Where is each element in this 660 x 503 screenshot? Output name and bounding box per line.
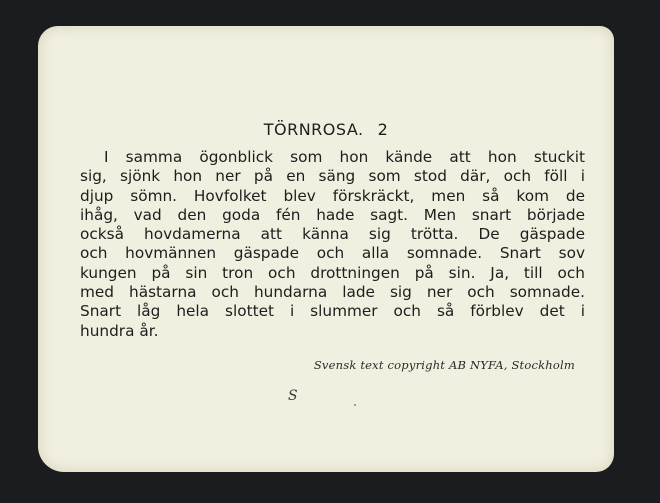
card-number: 2 <box>377 120 389 139</box>
story-line: med hästarna och hundarna lade sig ner och somnade. <box>80 283 585 302</box>
story-line: ihåg, vad den goda fén hade sagt. Men snart började <box>80 205 585 224</box>
story-line: I samma ögonblick som hon kände att hon stuckit <box>104 148 585 166</box>
story-line: sig, sjönk hon ner på en säng som stod där, och föll i <box>80 167 585 186</box>
ink-speck <box>354 404 356 406</box>
story-line: djup sömn. Hovfolket blev förskräckt, men så kom de <box>80 186 585 205</box>
card-title-text: TÖRNROSA. <box>263 120 364 139</box>
trading-card <box>38 26 614 472</box>
story-line: hundra år. <box>80 321 159 340</box>
story-line: kungen på sin tron och drottningen på sin. Ja, till och <box>80 263 585 282</box>
story-line: Snart låg hela slottet i slummer och så förblev det i <box>80 302 585 321</box>
pencil-mark: S <box>288 388 298 404</box>
story-line: också hovdamerna att känna sig trötta. De gäspade <box>80 225 585 244</box>
story-paragraph <box>80 148 585 341</box>
card-title <box>38 120 614 139</box>
story-line: och hovmännen gäspade och alla somnade. Snart sov <box>80 244 585 263</box>
copyright-notice: Svensk text copyright AB NYFA, Stockholm <box>313 358 575 372</box>
